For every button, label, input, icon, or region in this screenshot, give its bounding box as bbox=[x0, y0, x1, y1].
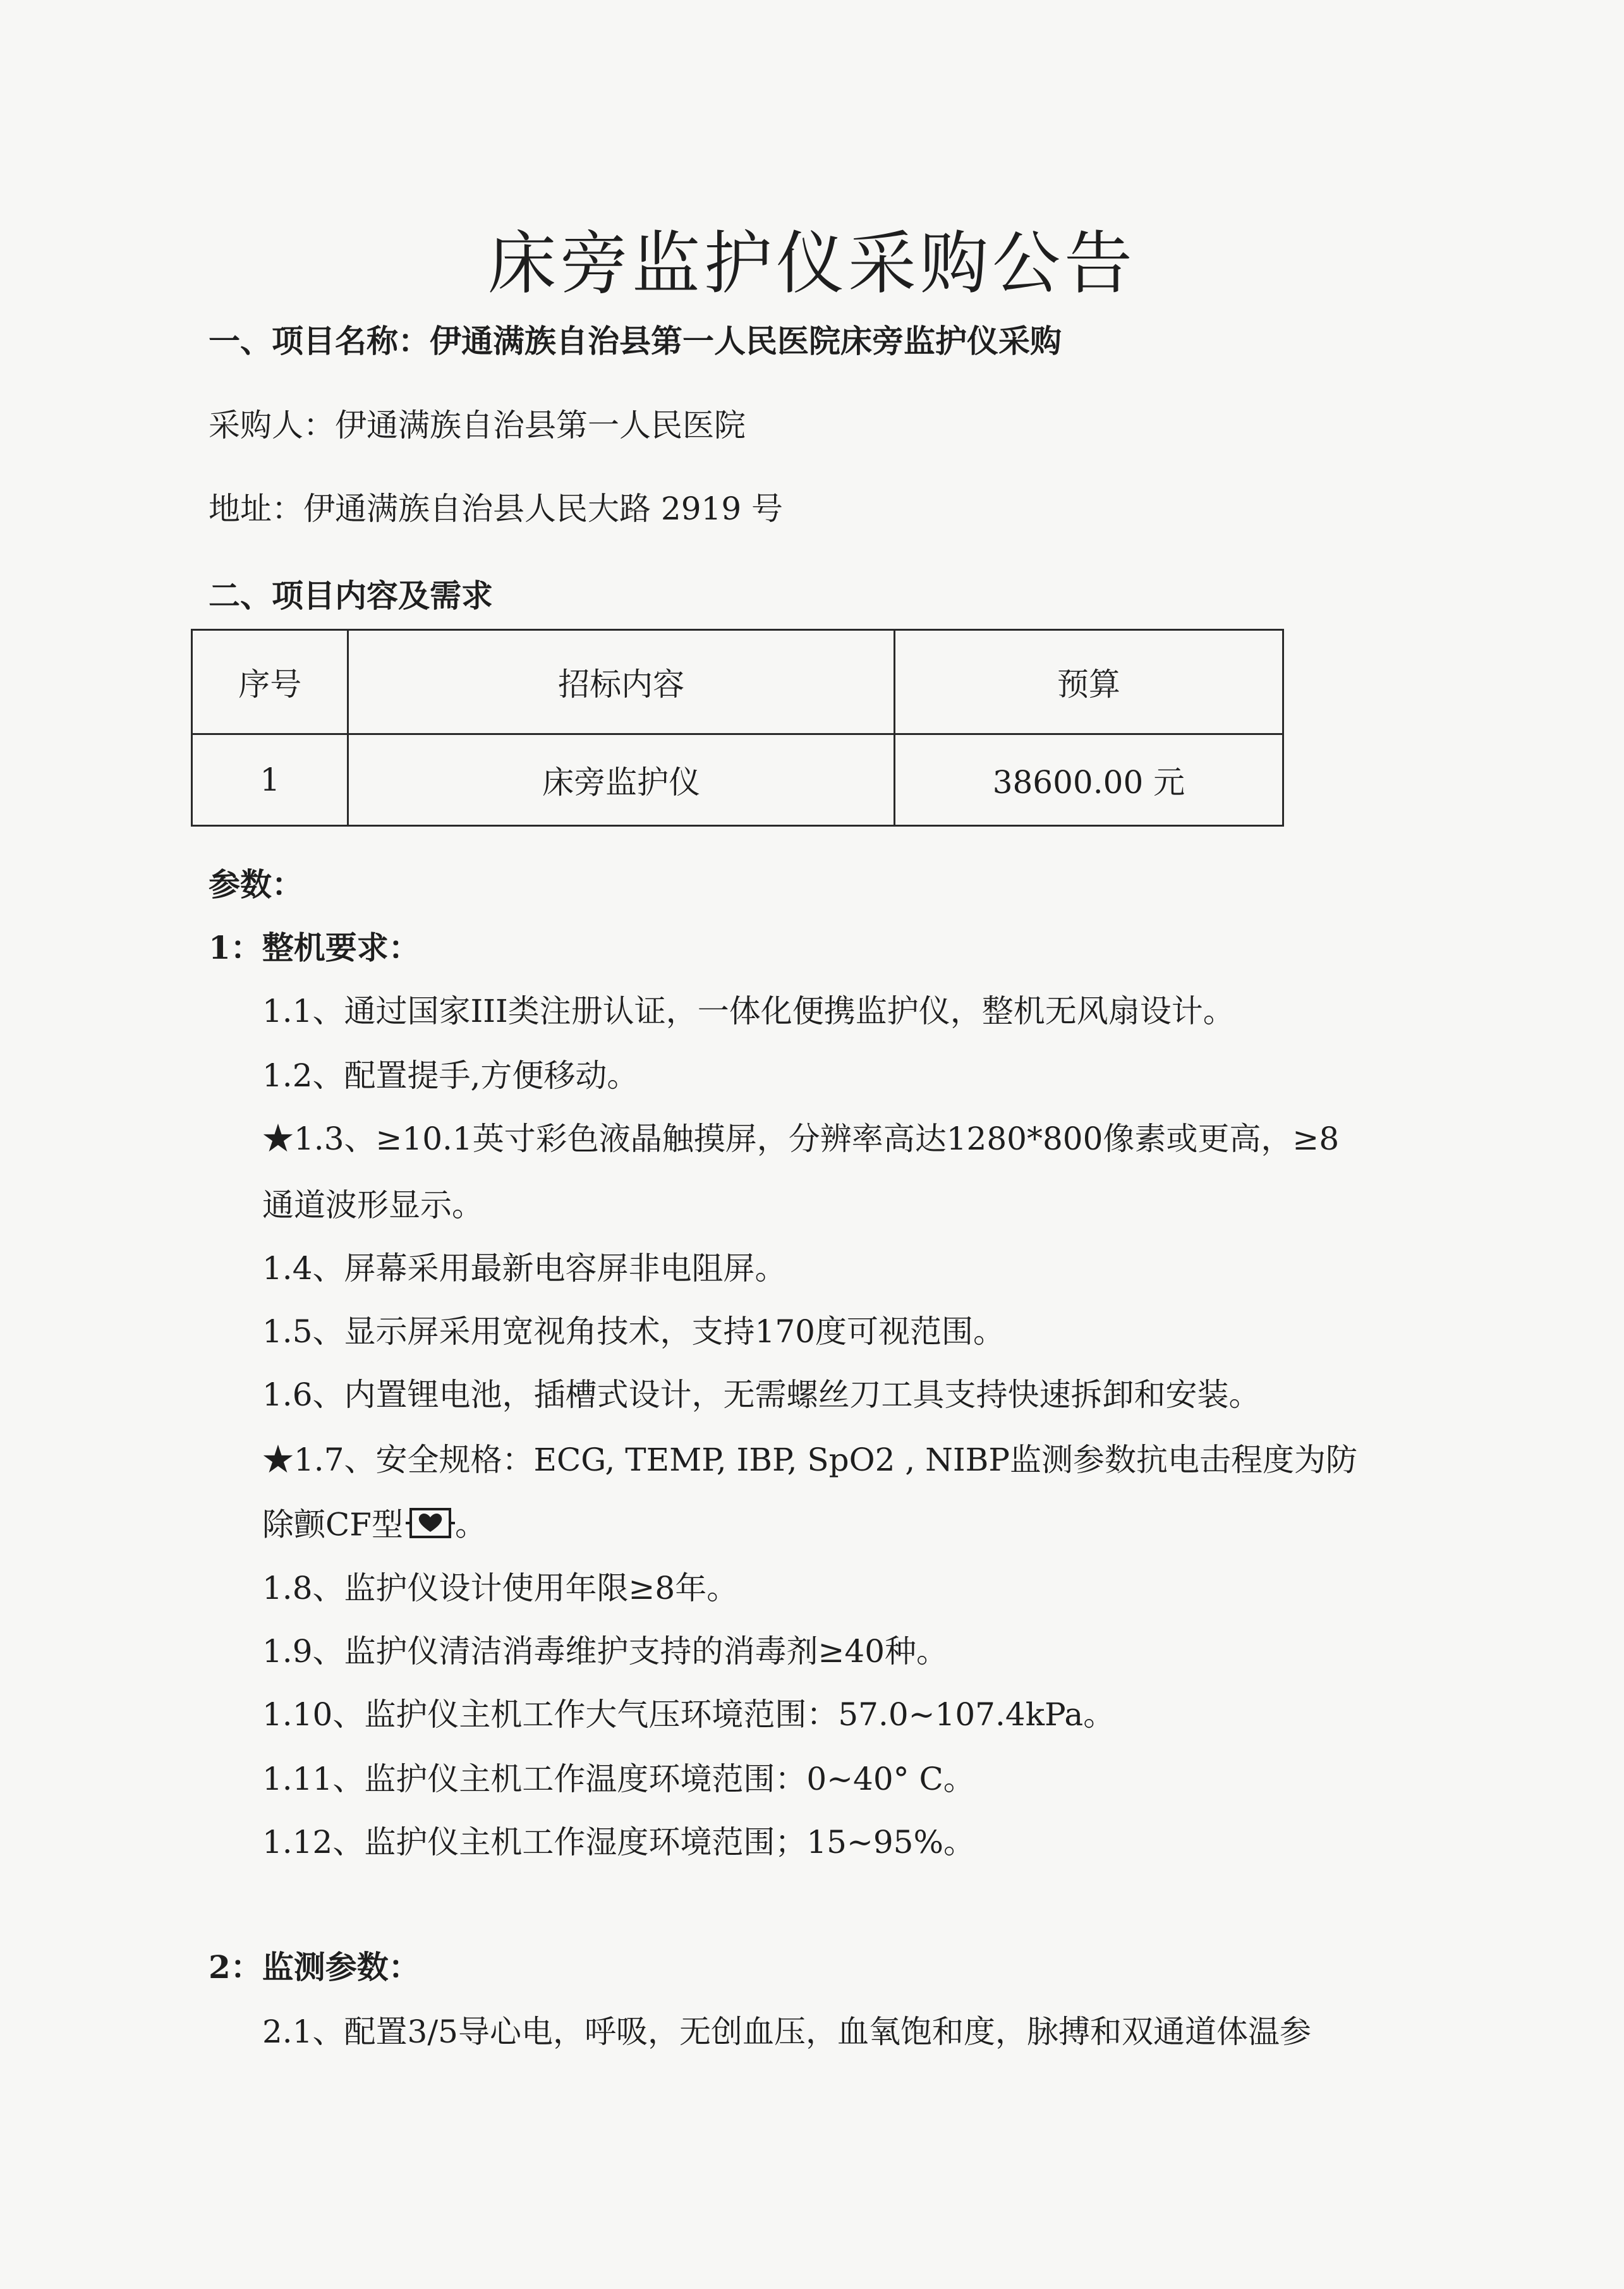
param-item-continuation: 通道波形显示。 bbox=[262, 1187, 483, 1223]
param-item: 1.1、通过国家III类注册认证，一体化便携监护仪，整机无风扇设计。 bbox=[262, 993, 1235, 1029]
param-item: 2.1、配置3/5导心电，呼吸，无创血压，血氧饱和度，脉搏和双通道体温参 bbox=[262, 2013, 1311, 2050]
table-header-cell: 序号 bbox=[192, 630, 348, 734]
param-item: 1.5、显示屏采用宽视角技术，支持170度可视范围。 bbox=[262, 1313, 1005, 1350]
table-header-cell: 预算 bbox=[894, 630, 1283, 734]
param-item: 1.10、监护仪主机工作大气压环境范围：57.0~107.4kPa。 bbox=[262, 1696, 1115, 1733]
address-line: 地址：伊通满族自治县人民大路 2919 号 bbox=[209, 490, 784, 527]
table-header-row bbox=[192, 630, 1283, 734]
param-item-continuation bbox=[262, 1505, 487, 1549]
param-item: ★1.3、≥10.1英寸彩色液晶触摸屏，分辨率高达1280*800像素或更高，≥8 bbox=[262, 1120, 1340, 1157]
param-item: 1.2、配置提手,方便移动。 bbox=[262, 1057, 639, 1094]
param-item: 1.6、内置锂电池，插槽式设计，无需螺丝刀工具支持快速拆卸和安装。 bbox=[262, 1376, 1261, 1413]
project-content-heading: 二、项目内容及需求 bbox=[209, 577, 493, 614]
params-label: 参数： bbox=[209, 866, 303, 903]
budget-table bbox=[191, 629, 1284, 827]
page-title: 床旁监护仪采购公告 bbox=[487, 224, 1136, 303]
cf-type-text: 除颤CF型 bbox=[262, 1506, 403, 1543]
param-item: 1.8、监护仪设计使用年限≥8年。 bbox=[262, 1570, 739, 1606]
purchaser-line: 采购人：伊通满族自治县第一人民医院 bbox=[209, 407, 746, 444]
table-header-cell: 招标内容 bbox=[348, 630, 894, 734]
group1-heading: 1：整机要求： bbox=[209, 929, 420, 966]
param-item: ★1.7、安全规格：ECG, TEMP, IBP, SpO2 , NIBP监测参数抗电击程度为防 bbox=[262, 1442, 1357, 1478]
param-item: 1.11、监护仪主机工作温度环境范围：0~40° C。 bbox=[262, 1761, 975, 1797]
param-item: 1.4、屏幕采用最新电容屏非电阻屏。 bbox=[262, 1250, 787, 1287]
table-cell: 床旁监护仪 bbox=[348, 734, 894, 826]
cf-suffix: 。 bbox=[454, 1506, 487, 1543]
table-row bbox=[192, 734, 1283, 826]
table-cell: 1 bbox=[192, 734, 348, 826]
defibrillation-proof-cf-icon bbox=[406, 1505, 455, 1549]
param-item: 1.9、监护仪清洁消毒维护支持的消毒剂≥40种。 bbox=[262, 1633, 948, 1670]
group2-heading: 2：监测参数： bbox=[209, 1948, 420, 1986]
project-name-heading: 一、项目名称：伊通满族自治县第一人民医院床旁监护仪采购 bbox=[209, 322, 1062, 360]
param-item: 1.12、监护仪主机工作湿度环境范围；15~95%。 bbox=[262, 1824, 975, 1861]
table-cell: 38600.00 元 bbox=[894, 734, 1283, 826]
